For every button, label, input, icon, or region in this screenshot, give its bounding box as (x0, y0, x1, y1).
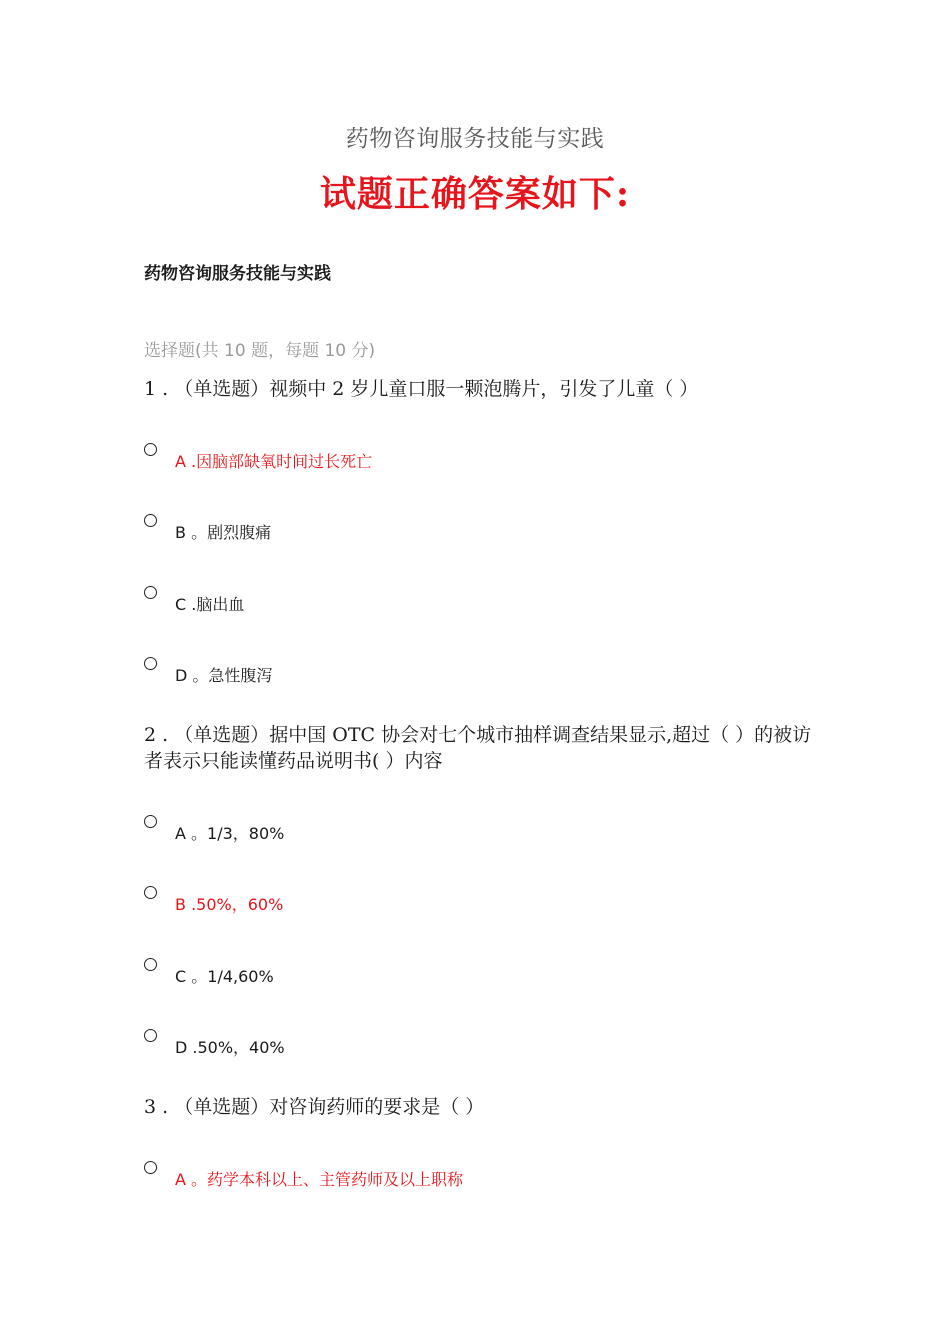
option-label: D 。急性腹泻 (175, 666, 273, 685)
option-label: A .因脑部缺氧时间过长死亡 (175, 452, 373, 471)
radio-icon[interactable] (144, 657, 157, 670)
question-2-text: 2 . （单选题）据中国 OTC 协会对七个城市抽样调查结果显示,超过（ ）的被访者表示只能读懂药品说明书( ）内容 (144, 724, 812, 772)
document-title: 药物咨询服务技能与实践 (345, 126, 605, 152)
question-1-text: 1 . （单选题）视频中 2 岁儿童口服一颗泡腾片，引发了儿童（ ） (144, 378, 699, 400)
question-3-option-a[interactable] (144, 1161, 464, 1189)
question-2-option-d[interactable] (144, 1029, 285, 1057)
radio-icon[interactable] (144, 1029, 157, 1042)
option-label: B .50%，60% (175, 895, 284, 914)
option-label: A 。1/3，80% (175, 824, 285, 843)
radio-icon[interactable] (144, 886, 157, 899)
option-label: C 。1/4,60% (175, 967, 274, 986)
radio-icon[interactable] (144, 514, 157, 527)
option-label: C .脑出血 (175, 595, 245, 614)
radio-icon[interactable] (144, 586, 157, 599)
question-3-text: 3 . （单选题）对咨询药师的要求是（ ） (144, 1096, 485, 1118)
answer-heading: 试题正确答案如下: (319, 173, 631, 215)
radio-icon[interactable] (144, 958, 157, 971)
question-2-option-b[interactable] (144, 886, 284, 914)
question-1-option-b[interactable] (144, 514, 272, 542)
question-1-option-c[interactable] (144, 586, 245, 614)
radio-icon[interactable] (144, 1161, 157, 1174)
radio-icon[interactable] (144, 815, 157, 828)
question-2-option-c[interactable] (144, 958, 274, 986)
option-label: B 。剧烈腹痛 (175, 523, 272, 542)
radio-icon[interactable] (144, 443, 157, 456)
question-2-option-a[interactable] (144, 815, 285, 843)
course-subtitle: 药物咨询服务技能与实践 (144, 264, 331, 284)
option-label: D .50%，40% (175, 1038, 285, 1057)
option-label: A 。药学本科以上、主管药师及以上职称 (175, 1170, 464, 1189)
question-1-option-d[interactable] (144, 657, 273, 685)
question-1-option-a[interactable] (144, 443, 373, 471)
section-note: 选择题(共 10 题，每题 10 分) (144, 341, 376, 361)
